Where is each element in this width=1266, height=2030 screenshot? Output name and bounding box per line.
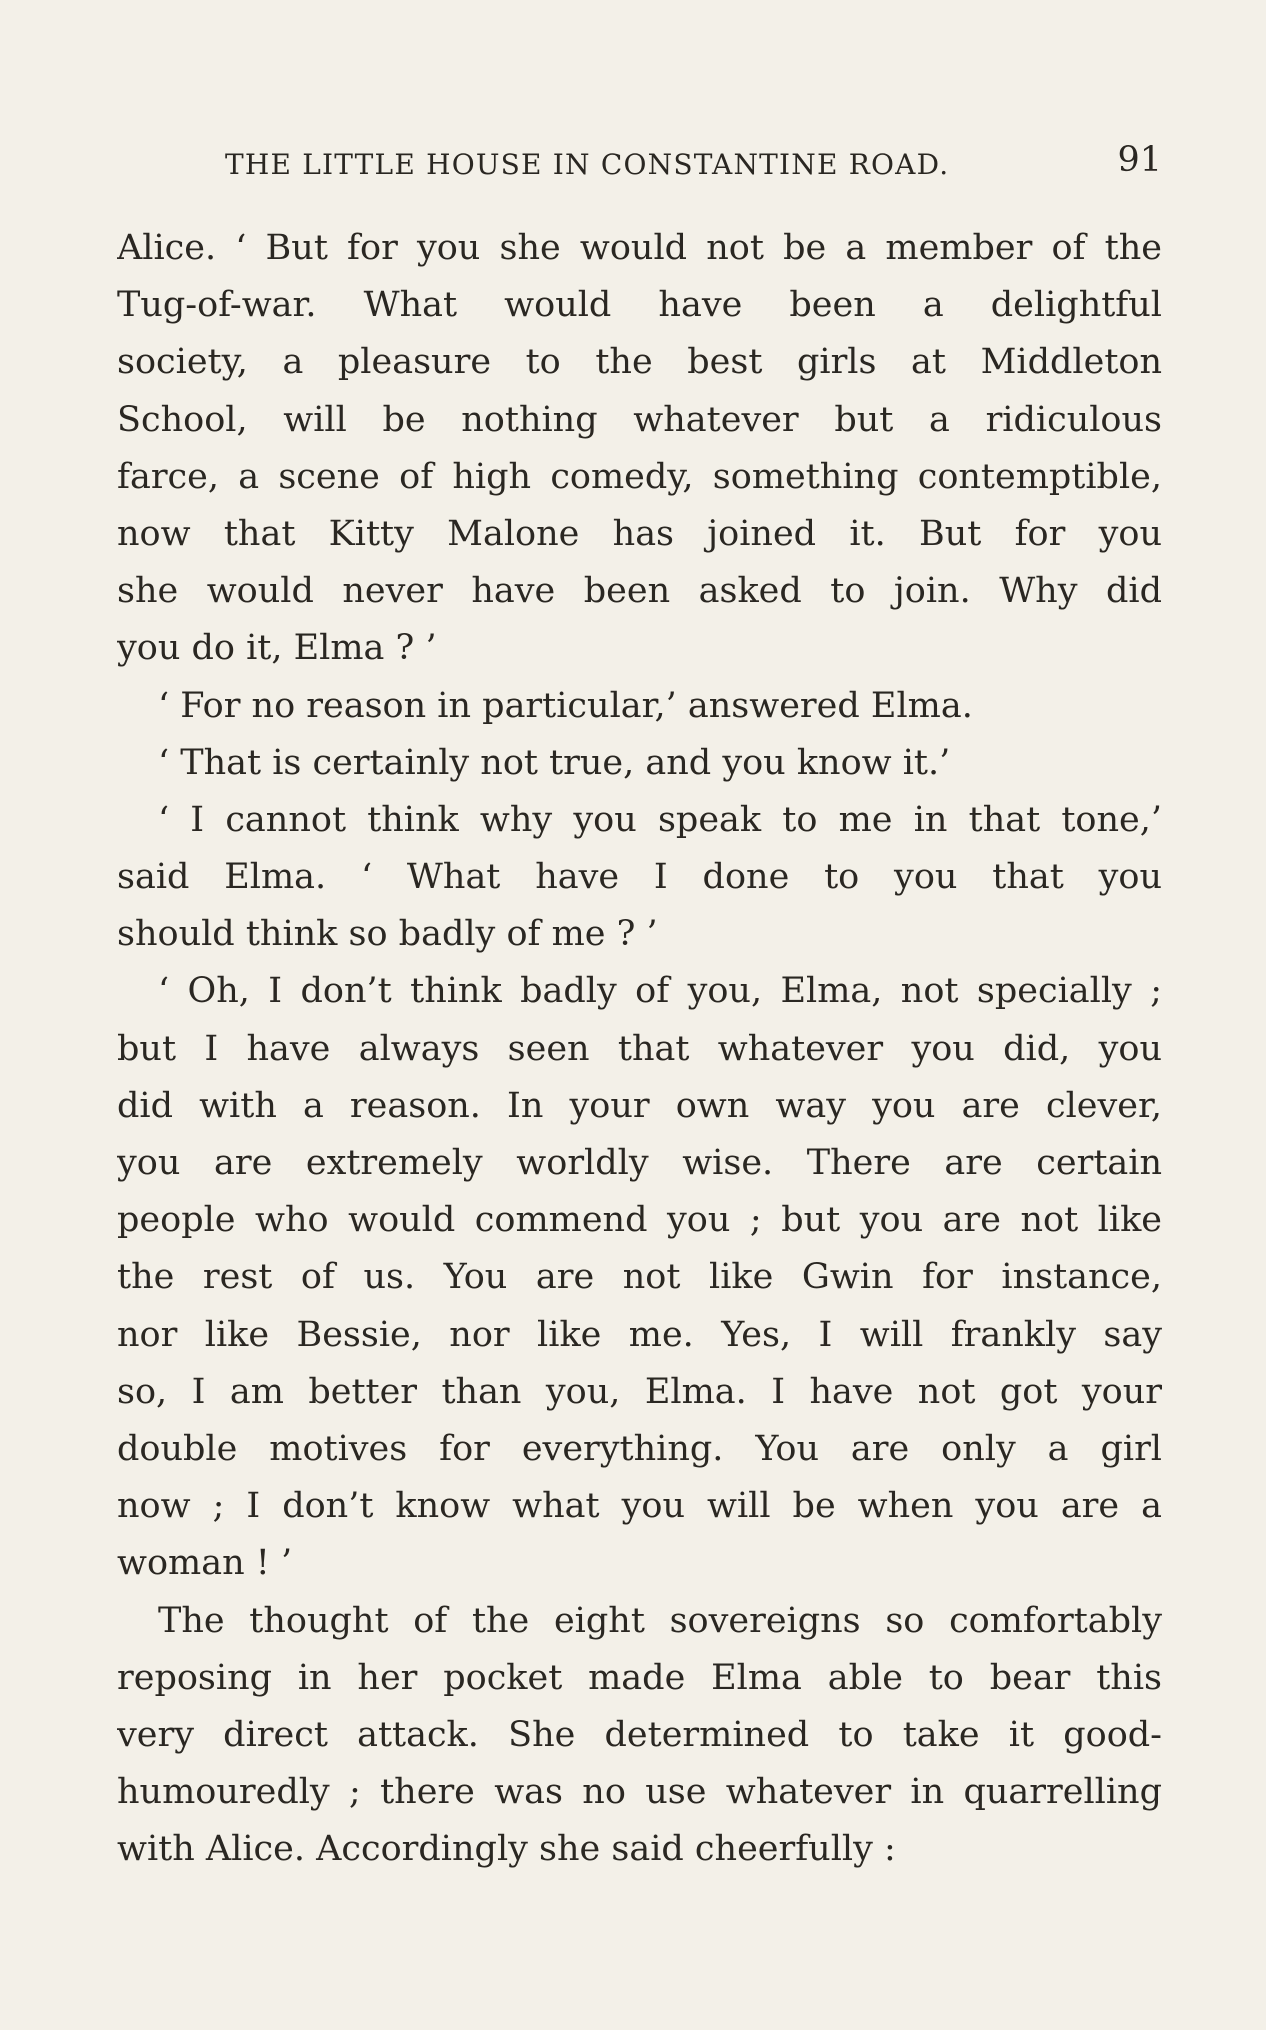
text-line: very direct attack. She determined to take it good- xyxy=(117,1714,1162,1755)
page-header xyxy=(117,136,1162,196)
text-line: Alice. ‘ But for you she would not be a member of the xyxy=(117,228,1162,268)
text-line: humouredly ; there was no use whatever in quarrelling xyxy=(117,1772,1162,1813)
text-line: ‘ That is certainly not true, and you know it.’ xyxy=(158,742,951,783)
text-line: did with a reason. In your own way you are clever, xyxy=(117,1085,1162,1126)
text-line: nor like Bessie, nor like me. Yes, I will frankly say xyxy=(117,1314,1162,1355)
text-line: ‘ Oh, I don’t think badly of you, Elma, not specially ; xyxy=(158,971,1162,1012)
text-line: ‘ I cannot think why you speak to me in that tone,’ xyxy=(158,799,1162,840)
text-line: you do it, Elma ? ’ xyxy=(117,628,437,669)
text-line: she would never have been asked to join. Why did xyxy=(117,571,1162,612)
text-line: School, will be nothing whatever but a ridiculous xyxy=(117,399,1162,440)
text-line: now that Kitty Malone has joined it. But for you xyxy=(117,513,1162,554)
text-line: now ; I don’t know what you will be when you are a xyxy=(117,1486,1162,1527)
text-line: ‘ For no reason in particular,’ answered Elma. xyxy=(158,685,973,726)
text-line: society, a pleasure to the best girls at Middleton xyxy=(117,342,1162,383)
text-line: but I have always seen that whatever you did, you xyxy=(117,1028,1162,1069)
text-line: you are extremely worldly wise. There are certain xyxy=(117,1143,1162,1183)
text-line: Tug-of-war. What would have been a delightful xyxy=(117,285,1162,326)
page-number: 91 xyxy=(1117,140,1162,180)
text-line: the rest of us. You are not like Gwin for instance, xyxy=(117,1257,1162,1298)
text-line: reposing in her pocket made Elma able to bear this xyxy=(117,1657,1162,1698)
text-line: woman ! ’ xyxy=(117,1543,293,1584)
body-text xyxy=(117,220,1162,1878)
running-head: THE LITTLE HOUSE IN CONSTANTINE ROAD. xyxy=(225,148,950,181)
text-line: with Alice. Accordingly she said cheerfully : xyxy=(117,1829,896,1870)
text-line: so, I am better than you, Elma. I have not got your xyxy=(117,1371,1162,1412)
text-line: said Elma. ‘ What have I done to you that you xyxy=(117,857,1162,898)
text-line: people who would commend you ; but you are not like xyxy=(117,1200,1162,1241)
text-line: The thought of the eight sovereigns so comfortably xyxy=(158,1600,1162,1641)
text-line: should think so badly of me ? ’ xyxy=(117,914,658,955)
text-line: farce, a scene of high comedy, something contemptible, xyxy=(117,456,1162,497)
text-line: double motives for everything. You are only a girl xyxy=(117,1428,1162,1469)
